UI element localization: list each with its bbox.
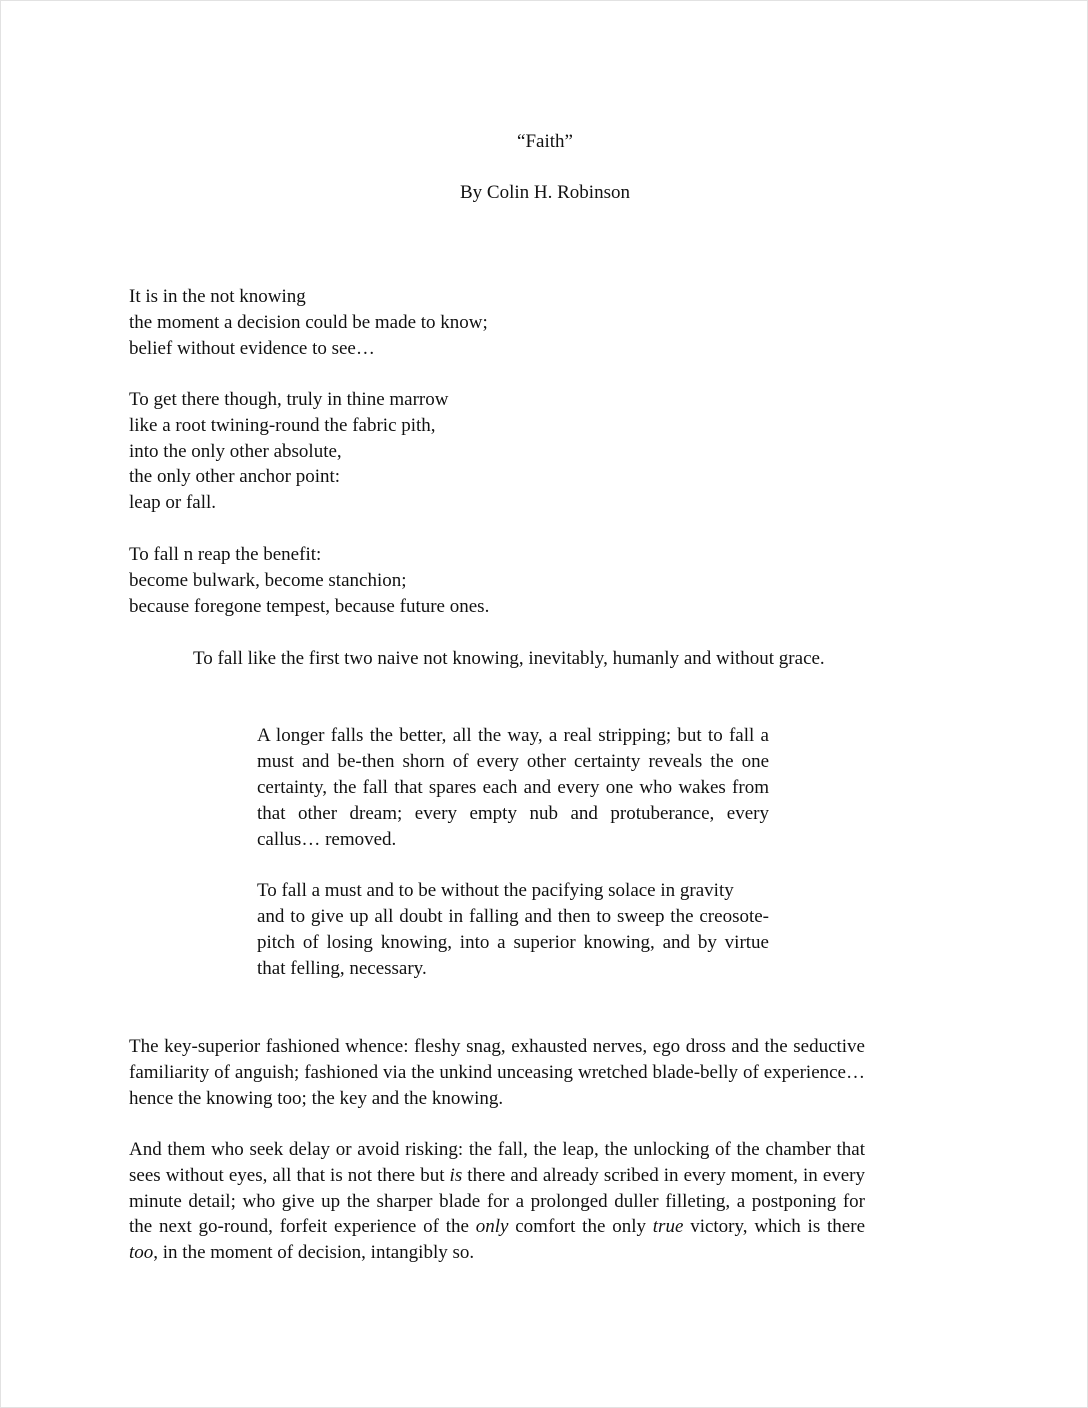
stanza-3 [129,542,489,619]
paragraph-2 [129,1137,865,1266]
emphasis-too: too [129,1242,154,1264]
indented-block-2 [257,878,769,982]
stanza-line: leap or fall. [129,492,217,514]
block-rest: and to give up all doubt in falling and then to sweep the creosote-pitch of losing knowing, into a superior knowing, and by virtue that felling, necessary. [257,906,769,979]
paragraph-text: And them who seek delay or avoid risking: the fall, the leap, the unlocking of the chamber that sees without eyes, all that is not there but [129,1139,865,1186]
stanza-line: the only other anchor point: [129,466,341,488]
indented-line: To fall like the first two naive not knowing, inevitably, humanly and without grace. [193,648,825,669]
stanza-line: To fall n reap the benefit: [129,544,322,565]
paragraph-text: , in the moment of decision, intangibly so. [153,1242,475,1264]
stanza-line: the moment a decision could be made to know; [129,311,488,333]
emphasis-true: true [652,1216,684,1238]
emphasis-only: only [475,1216,509,1238]
paragraph-text: victory, which is there [683,1216,865,1238]
stanza-1 [129,284,488,361]
indented-block-1: A longer falls the better, all the way, a real stripping; but to fall a must and be-then shorn of every other certainty reveals the one certainty, the fall that spares each and every one who wakes from that other dream; every empty nub and protuberance, every callus… removed. [257,725,769,850]
stanza-line: into the only other absolute, [129,440,342,462]
stanza-2 [129,387,448,516]
stanza-line: To get there though, truly in thine marrow [129,389,449,410]
stanza-line: because foregone tempest, because future ones. [129,595,490,617]
stanza-line: belief without evidence to see… [129,337,375,359]
stanza-line: It is in the not knowing [129,286,306,307]
poem-title: “Faith” [517,131,573,152]
paragraph-1: The key-superior fashioned whence: fleshy snag, exhausted nerves, ego dross and the seductive familiarity of anguish; fashioned via the unkind unceasing wretched blade-belly of experience… hence the knowing too; the key and the knowing. [129,1036,865,1109]
emphasis-is: is [449,1164,463,1186]
block-first-line: To fall a must and to be without the pacifying solace in gravity [257,880,734,901]
paragraph-text: there and already scribed in every moment, in every minute detail; who give up the sharper blade for a prolonged duller filleting, a postponing for the next go-round, forfeit experience of the [129,1164,866,1238]
poem-byline: By Colin H. Robinson [460,182,630,203]
paragraph-text: comfort the only [508,1216,653,1238]
stanza-line: like a root twining-round the fabric pith, [129,414,436,436]
stanza-line: become bulwark, become stanchion; [129,569,407,591]
